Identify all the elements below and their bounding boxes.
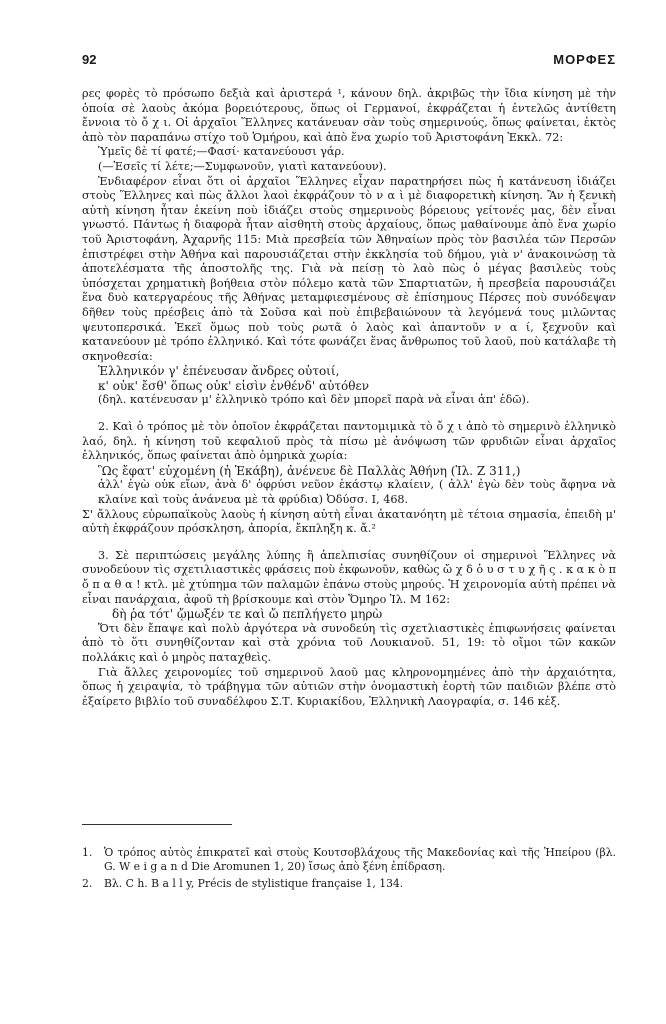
footnote-number: 2.	[82, 877, 93, 890]
footnote-text: Βλ. C h. B a l l y, Précis de stylistique française 1, 134.	[104, 877, 404, 890]
footnotes	[82, 846, 616, 894]
section-paragraph-3: 3. Σὲ περιπτώσεις μεγάλης λύπης ἢ ἀπελπισίας συνηθίζουν οἱ σημερινοὶ Ἕλληνες νὰ συνοδεύουν τὶς σχετιλιαστικὲς φράσεις ποὺ ἐκφωνοῦν, καθὼς ὤ χ δ ὁ υ σ τ υ χ ῆ ς . κ α κ ὸ π ὄ π α θ α ! κτλ. μὲ χτύπημα τῶν παλαμῶν ἐπάνω στοὺς μηρούς. Ἡ χειρονομία αὐτὴ πρέπει νὰ εἶναι πανάρχαια, ἀφοῦ τὴ βρίσκουμε καὶ στὸν Ὅμηρο Ἰλ. Μ 162:	[82, 548, 616, 606]
paragraph: ρες φορὲς τὸ πρόσωπο δεξιὰ καὶ ἀριστερά ¹, κάνουν δηλ. ἀκριβῶς τὴν ἴδια κίνηση μὲ τὴν ὁποία σὲ λαοὺς ἀκόμα βορειότερους, ὅπως οἱ Γερμανοί, ἐκφράζεται ἡ ἐντελῶς ἀντίθετη ἔννοια τὸ ὄ χ ι. Οἱ ἀρχαῖοι Ἕλληνες κατάνευαν σὰν τοὺς σημερινούς, ὅπως φαίνεται, ἐκτὸς ἀπὸ τὸν παραπάνω στίχο τοῦ Ὁμήρου, καὶ ἀπὸ ἕνα χωρίο τοῦ Ἀριστοφάνη Ἐκκλ. 72:	[82, 87, 616, 144]
running-title: ΜΟΡΦΕΣ	[553, 52, 616, 67]
footnote-number: 1.	[82, 846, 93, 859]
paragraph: Ὅτι δὲν ἔπαψε καὶ πολὺ ἀργότερα νὰ συνοδεύη τὶς σχετλιαστικὲς ἐπιφωνήσεις φαίνεται ἀπὸ τὸ ὅτι συνηθίζονταν καὶ στὰ χρόνια τοῦ Λουκιανοῦ. 51, 19: τὸ οἴμοι τῶν κακῶν πολλάκις καὶ ὁ μηρὸς παταχθεὶς.	[82, 621, 616, 664]
quotation-translation: (δηλ. κατένευσαν μ' ἑλληνικὸ τρόπο καὶ δὲν μπορεῖ παρὰ νὰ εἶναι ἀπ' ἐδῶ).	[98, 393, 530, 407]
paragraph: Ἐνδιαφέρον εἶναι ὅτι οἱ ἀρχαῖοι Ἕλληνες εἶχαν παρατηρήσει πὼς ἡ κατάνευση ἰδιάζει στοὺς Ἕλληνες καὶ πὼς ἄλλοι λαοὶ ἐκφράζουν τὸ ν α ὶ μὲ διαφορετικὴ κίνηση. Ἂν ἡ ξενικὴ αὐτὴ κίνηση ἦταν ἐκείνη ποὺ ἰδιάζει στοὺς σημερινοὺς βόρειους γείτονές μας, δὲν εἶναι γνωστό. Πάντως ἡ διαφορὰ ἦταν αἰσθητὴ στοὺς ἀρχαίους, ὅπως μαθαίνουμε ἀπὸ ἕνα χωρίο τοῦ Ἀριστοφάνη, Ἀχαρνῆς 115: Μιὰ πρεσβεία τῶν Ἀθηναίων πρὸς τὸν βασιλέα τῶν Περσῶν ἐπιστρέφει στὴν Ἀθήνα καὶ παρουσιάζεται στὴν ἐκκλησία τοῦ δήμου, γιὰ ν' ἀνακοινώσῃ τὰ ἀποτελέσματα τῆς ἀποστολῆς της. Γιὰ νὰ πείσῃ τὸ λαὸ πὼς ὁ μέγας βασιλεὺς τοὺς ὑπόσχεται χρηματικὴ βοήθεια στὸν πόλεμο κατὰ τῶν Σπαρτιατῶν, ἡ πρεσβεία παρουσιάζει ἕνα δυὸ κατεργαρέους τῆς Ἀθήνας μεταμφιεσμένους σὲ ἐπίσημους Πέρσες ποὺ συνόδεψαν δῆθεν τοὺς πρέσβεις ἀπὸ τὰ Σοῦσα καὶ ποὺ ἐπιβεβαιώνουν τὰ λεγόμενά τους μιλῶντας ψευτοπερσικά. Ἐκεῖ ὅμως ποὺ τοὺς ρωτᾶ ὁ λαὸς καὶ ἀπαντοῦν ν α ί, ξεχνοῦν καὶ κατανεύουν μὲ τρόπο ἑλληνικό. Καὶ τότε φωνάζει ἕνας ἄνθρωπος τοῦ λαοῦ, ποὺ κατάλαβε τὴ σκηνοθεσία:	[82, 174, 616, 363]
page-number: 92	[82, 52, 97, 67]
quotation: Ὑμεῖς δὲ τί φατέ;—Φασί· κατανεύουσι γάρ.	[98, 145, 345, 159]
quotation: Ὣς ἔφατ' εὐχομένη (ἡ Ἑκάβη), ἀνένευε δὲ Παλλὰς Ἀθήνη (Ἰλ. Ζ 311,)	[98, 463, 521, 478]
quotation: ἀλλ' ἐγὼ οὐκ εἴων, ἀνὰ δ' ὀφρύσι νεῦον ἑκάστῳ κλαίειν, ( ἀλλ' ἐγὼ δὲν τοὺς ἄφηνα νὰ κλαίνε καὶ τοὺς ἀνάνευα μὲ τὰ φρύδια) Ὀδύσσ. Ι, 468.	[98, 478, 616, 507]
footnote	[82, 846, 616, 874]
quotation: δὴ ῥα τότ' ᾤμωξέν τε καὶ ὤ πεπλήγετο μηρὼ	[112, 607, 383, 622]
section-gap	[82, 537, 616, 549]
footnote-text: Ὁ τρόπος αὐτὸς ἐπικρατεῖ καὶ στοὺς Κουτσοβλάχους τῆς Μακεδονίας καὶ τῆς Ἠπείρου (βλ. G. W e i g a n d Die Aromunen 1, 20) ἴσως ἀπὸ ξένη ἐπίδραση.	[104, 846, 616, 873]
quotation: Ἑλληνικόν γ' ἐπένευσαν ἄνδρες οὑτοιί,	[98, 364, 340, 379]
paragraph: Σ' ἄλλους εὐρωπαϊκοὺς λαοὺς ἡ κίνηση αὐτὴ εἶναι ἀκατανόητη μὲ τέτοια σημασία, ἐπειδὴ μ' αὐτὴ ἐκφράζουν πρόσκληση, ἀπορία, ἔκπληξη κ. ἄ.²	[82, 507, 616, 536]
footnote-rule	[82, 824, 232, 825]
page-body	[82, 87, 616, 709]
paragraph: Γιὰ ἄλλες χειρονομίες τοῦ σημερινοῦ λαοῦ μας κληρονομημένες ἀπὸ τὴν ἀρχαιότητα, ὅπως ἡ χειραψία, τὸ τράβηγμα τῶν αὐτιῶν στὴν ὀνομαστικὴ ἑορτὴ τῶν παιδιῶν βλέπε στὸ ἐξαίρετο βιβλίο τοῦ συναδέλφου Σ.Τ. Κυριακίδου, Ἑλληνικὴ Λαογραφία, σ. 146 κἑξ.	[82, 665, 616, 708]
section-paragraph-2: 2. Καὶ ὁ τρόπος μὲ τὸν ὁποῖον ἐκφράζεται παντομιμικὰ τὸ ὄ χ ι ἀπὸ τὸ σημερινὸ ἑλληνικὸ λαό, δηλ. ἡ κίνηση τοῦ κεφαλιοῦ πρὸς τὰ πίσω μὲ ἀνόψωση τῶν φρυδιῶν εἶναι ἀρχαῖος ἑλληνικός, ὅπως φαίνεται ἀπὸ ὁμηρικὰ χωρία:	[82, 420, 616, 463]
quotation-translation: (—Ἐσεῖς τί λέτε;—Συμφωνοῦν, γιατὶ κατανεύουν).	[98, 159, 387, 173]
section-gap	[82, 408, 616, 420]
quotation: κ' οὐκ' ἔσθ' ὅπως οὐκ' εἰσὶν ἐνθένδ' αὐτόθεν	[98, 378, 370, 393]
footnote	[82, 877, 616, 891]
page-header	[82, 52, 616, 67]
